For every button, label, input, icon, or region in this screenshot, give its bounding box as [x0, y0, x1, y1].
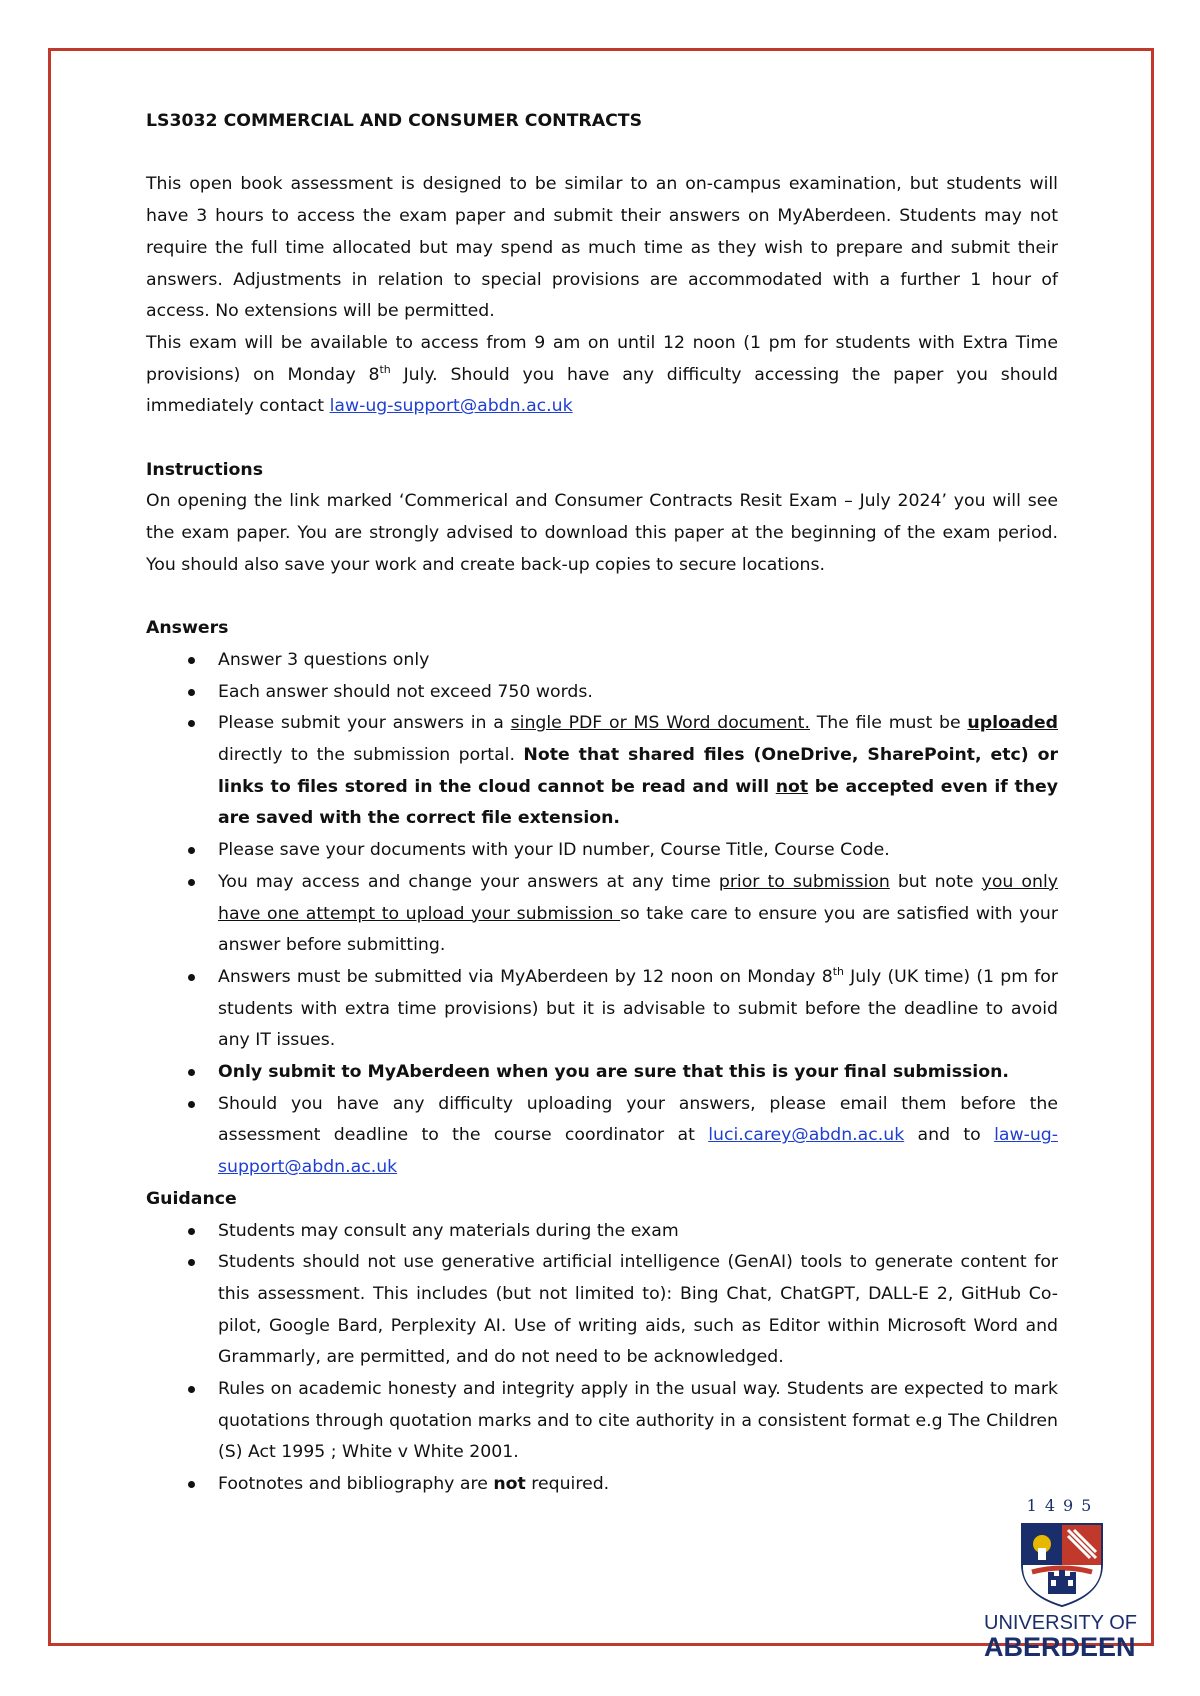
logo-year: 1495	[1026, 1496, 1100, 1515]
intro-text-b: July. Should you have any difficulty accessing the paper you should immediately contact	[146, 364, 1058, 417]
bullet-icon	[188, 974, 195, 981]
list-item	[146, 962, 1058, 1057]
list-item-text: and to	[904, 1125, 995, 1146]
bullet-icon	[188, 689, 195, 696]
list-item-text: but note	[889, 871, 982, 892]
answers-list	[146, 645, 1058, 1184]
logo-university-of: UNIVERSITY OF	[984, 1612, 1137, 1634]
list-item	[146, 708, 1058, 835]
list-item	[146, 1057, 1058, 1089]
university-logo	[970, 1496, 1150, 1662]
underlined-text: single PDF or MS Word document.	[510, 713, 810, 734]
list-item	[146, 835, 1058, 867]
support-email-link[interactable]: law-ug-support@abdn.ac.uk	[329, 396, 573, 417]
list-item	[146, 1247, 1058, 1374]
bullet-icon	[188, 1228, 195, 1235]
crest-shield-icon	[1018, 1520, 1106, 1608]
bullet-icon	[188, 720, 195, 727]
list-item-text: Students may consult any materials during the exam	[218, 1220, 679, 1241]
intro-text-a: This exam will be available to access from 9 am on until 12 noon (1 pm for students with Extra Time provisions) on Monday 8	[146, 332, 1058, 385]
bullet-icon	[188, 657, 195, 664]
document-title: LS3032 COMMERCIAL AND CONSUMER CONTRACTS	[146, 111, 643, 131]
list-item-text: Please submit your answers in a	[218, 713, 511, 734]
list-item-text: Please save your documents with your ID number, Course Title, Course Code.	[218, 840, 890, 861]
list-item-text: Footnotes and bibliography are	[218, 1474, 494, 1495]
bullet-icon	[188, 847, 195, 854]
bullet-icon	[188, 879, 195, 886]
list-item	[146, 1469, 1058, 1501]
support-email-link[interactable]: law-ug-support@abdn.ac.uk	[218, 1125, 1059, 1178]
bullet-icon	[188, 1069, 195, 1076]
intro-paragraph-2	[146, 328, 1058, 423]
list-item-text: July (UK time) (1 pm for students with extra time provisions) but it is advisable to submit before the deadline to avoid any IT issues.	[218, 966, 1058, 1051]
list-item	[146, 1216, 1058, 1248]
list-item-text: Students should not use generative artificial intelligence (GenAI) tools to generate content for this assessment. This includes (but not limited to): Bing Chat, ChatGPT, DALL-E 2, GitHub Co-pilot, Google Bard, Perplexity AI. Use of writing aids, such as Editor within Microsoft Word and Grammarly, are permitted, and do not need to be acknowledged.	[218, 1252, 1058, 1368]
list-item-text: Rules on academic honesty and integrity apply in the usual way. Students are expected to mark quotations through quotation marks and to cite authority in a consistent format e.g The Children (S) Act 1995 ; White v White 2001.	[218, 1379, 1058, 1463]
list-item-text: Answers must be submitted via MyAberdeen by 12 noon on Monday 8	[218, 966, 833, 987]
superscript-th: th	[832, 965, 844, 979]
bullet-icon	[188, 1481, 195, 1488]
answers-heading: Answers	[146, 618, 229, 639]
list-item-text: You may access and change your answers at any time	[218, 871, 719, 892]
list-item-text: Should you have any difficulty uploading your answers, please email them before the assessment deadline to the course coordinator at	[218, 1093, 1058, 1146]
list-item	[146, 645, 1058, 677]
list-item	[146, 677, 1058, 709]
underlined-text: you only have one attempt to upload your submission	[218, 871, 1058, 924]
bold-text: Note that shared files (OneDrive, SharePoint, etc) or links to files stored in the cloud cannot be read and will	[218, 745, 1058, 797]
list-item-text: Each answer should not exceed 750 words.	[218, 681, 593, 702]
bullet-icon	[188, 1101, 195, 1108]
guidance-heading: Guidance	[146, 1188, 237, 1209]
list-item	[146, 1374, 1058, 1469]
logo-aberdeen: ABERDEEN	[984, 1632, 1136, 1662]
guidance-list	[146, 1216, 1058, 1501]
superscript-th: th	[379, 362, 391, 376]
list-item	[146, 867, 1058, 962]
list-item-text: so take care to ensure you are satisfied with your answer before submitting.	[218, 903, 1058, 956]
bullet-icon	[188, 1386, 195, 1393]
list-item-text: Answer 3 questions only	[218, 649, 430, 670]
list-item-text: The file must be	[809, 713, 968, 734]
bullet-icon	[188, 1259, 195, 1266]
intro-paragraph-1: This open book assessment is designed to be similar to an on-campus examination, but students will have 3 hours to access the exam paper and submit their answers on MyAberdeen. Students may not require the full time allocated but may spend as much time as they wish to prepare and submit their answers. Adjustments in relation to special provisions are accommodated with a further 1 hour of access. No extensions will be permitted.	[146, 174, 1058, 322]
underlined-bold-text: uploaded	[967, 713, 1058, 734]
list-item	[146, 1089, 1058, 1184]
list-item-text: required.	[525, 1474, 610, 1495]
document-body	[146, 106, 1058, 1501]
instructions-heading: Instructions	[146, 459, 263, 480]
bold-text: be accepted even if they are saved with the correct file extension.	[218, 776, 1058, 829]
coordinator-email-link[interactable]: luci.carey@abdn.ac.uk	[708, 1125, 905, 1146]
instructions-text: On opening the link marked ‘Commerical and Consumer Contracts Resit Exam – July 2024’ you will see the exam paper. You are strongly advised to download this paper at the beginning of the exam period. You should also save your work and create back-up copies to secure locations.	[146, 491, 1058, 575]
bold-text: Only submit to MyAberdeen when you are sure that this is your final submission.	[218, 1062, 1009, 1083]
underlined-text: prior to submission	[718, 871, 890, 892]
underlined-bold-text: not	[775, 776, 809, 797]
list-item-text: directly to the submission portal.	[218, 745, 524, 766]
bold-text: not	[493, 1474, 526, 1495]
